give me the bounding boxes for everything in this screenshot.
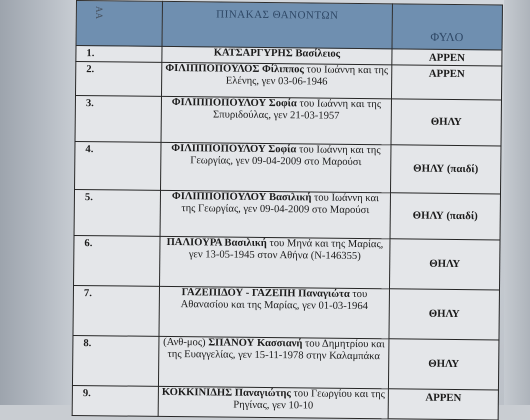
row-number: 2. [76, 61, 162, 96]
entry-sex: ΘΗΛΥ (παιδί) [390, 192, 500, 239]
table-row [76, 61, 502, 99]
entry-sex: ΑΡΡΕΝ [391, 64, 501, 99]
left-page-edge [0, 0, 76, 405]
right-page-edge [504, 0, 530, 405]
entry-sex: ΘΗΛΥ [391, 98, 501, 145]
table-row [72, 335, 499, 389]
header-table-title: ΠΙΝΑΚΑΣ ΘΑΝΟΝΤΩΝ [162, 1, 392, 48]
entry-name: ΦΙΛΙΠΠΟΠΟΥΛΟΥ Σοφία [171, 143, 296, 155]
deceased-entry [161, 96, 391, 144]
entry-details: του Ιωάννη και της Σπυριδούλας, γεν 21-03-1957 [213, 98, 381, 122]
entry-name: ΦΙΛΙΠΠΟΠΟΥΛΟΥ Βασιλική [172, 191, 312, 203]
deceased-table [72, 0, 503, 420]
table-row [75, 141, 501, 193]
deceased-entry [160, 190, 390, 238]
table-row [73, 285, 500, 339]
entry-name: ΣΠΑΝΟΥ Κασσιανή [208, 337, 302, 349]
deceased-entry [161, 142, 391, 192]
deceased-entry [159, 286, 390, 338]
entry-prefix: (Ανθ-μος) [163, 336, 208, 347]
header-col-number [76, 1, 162, 47]
side-mark: ΑΑ [94, 6, 104, 19]
entry-sex: ΘΗΛΥ [388, 338, 499, 389]
entry-sex: ΘΗΛΥ (παιδί) [391, 144, 501, 193]
entry-name: ΓΑΖΕΠΙΔΟΥ - ΓΑΖΕΠΗ Παναγιώτα [182, 287, 350, 300]
header-sex: ΦΥΛΟ [392, 4, 502, 50]
entry-sex: ΑΡΡΕΝ [392, 49, 502, 66]
table-row [72, 385, 498, 419]
entry-name: ΚΑΤΣΑΡΓΥΡΗΣ Βασίλειος [214, 47, 341, 59]
deceased-entry [158, 336, 389, 388]
table-row [74, 189, 500, 239]
row-number: 9. [72, 385, 158, 416]
entry-sex: ΘΗΛΥ [389, 288, 500, 339]
entry-details: του Αθανασίου και της Μαρίας, γεν 01-03-1964 [181, 288, 368, 312]
entry-details: του Ιωάννη και της Ελένης, γεν 03-06-1946 [226, 64, 388, 88]
table-row [75, 95, 501, 145]
row-number: 3. [75, 95, 161, 142]
deceased-table-sheet [72, 0, 502, 420]
entry-details: του Γεωργίου και της Ρηγίνας, γεν 10-10 [233, 388, 385, 412]
entry-details: του Μηνά και της Μαρίας, γεν 13-05-1945 στον Αθήνα (Ν-146355) [189, 238, 384, 262]
entry-sex: ΘΗΛΥ [389, 238, 500, 289]
row-number: 4. [75, 141, 161, 190]
row-number: 6. [74, 235, 161, 286]
row-number: 1. [76, 46, 162, 62]
row-number: 5. [74, 189, 160, 236]
entry-name: ΚΟΚΚΙΝΙΔΗΣ Παναγιώτης [162, 386, 291, 398]
table-header-row [76, 1, 502, 50]
entry-name: ΠΑΛΙΟΥΡΑ Βασιλική [167, 236, 267, 248]
table-row [74, 235, 501, 289]
entry-details: του Ιωάννη και της Γεωργίας, γεν 09-04-2009 στο Μαρούσι [181, 192, 379, 216]
entry-details: του Ιωάννη και της Γεωργίας, γεν 09-04-2009 στο Μαρούσι [190, 144, 380, 168]
deceased-entry [158, 386, 388, 418]
entry-sex: ΑΡΡΕΝ [388, 388, 498, 419]
entry-name: ΦΙΛΙΠΠΟΠΟΥΛΟΣ Φίλιππος [165, 62, 304, 74]
deceased-entry [162, 62, 392, 98]
entry-details: του Δημητρίου και της Ευαγγελίας, γεν 15-11-1978 στην Καλαμπάκα [168, 338, 385, 362]
row-number: 8. [72, 335, 159, 386]
deceased-entry [160, 236, 391, 288]
entry-name: ΦΙΛΙΠΠΟΠΟΥΛΟΥ Σοφία [172, 97, 297, 109]
row-number: 7. [73, 285, 160, 336]
